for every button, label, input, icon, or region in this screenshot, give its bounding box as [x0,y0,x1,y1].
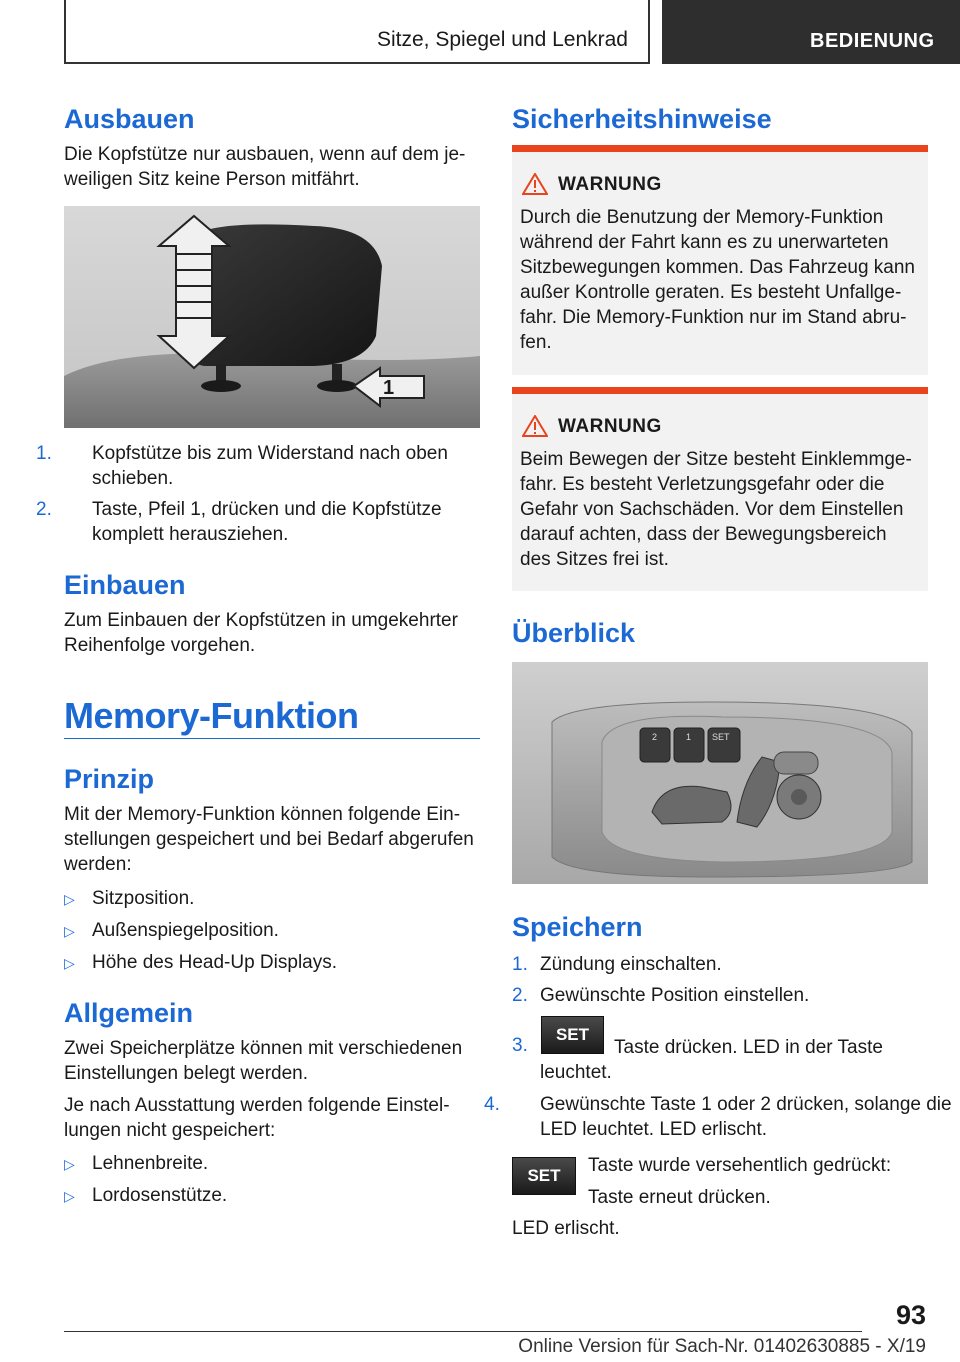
warning-triangle-icon [522,173,548,195]
list-item [512,983,928,1008]
memory-button-1-label: 1 [686,732,692,742]
note-text: LED erlischt. [512,1218,620,1239]
ueberblick-heading: Überblick [512,618,636,648]
speichern-heading: Speichern [512,912,643,942]
warning-bar [512,145,928,152]
list-item [512,952,928,977]
bullet-text: Lehnenbreite. [92,1153,209,1174]
warning-bar [512,387,928,394]
ausbauen-text: Die Kopfstütze nur ausbauen, wenn auf dem je-weiligen Sitz keine Person mitfährt. [64,144,466,190]
header-chapter-label: BEDIENUNG [810,30,935,52]
list-item [36,497,508,547]
bullet-triangle-icon: ▷ [64,955,75,971]
memory-set-button-label: SET [712,732,730,742]
warning-box-1 [512,145,928,375]
bullet-text: Höhe des Head-Up Displays. [92,952,338,973]
step-number: 1. [512,954,528,975]
list-item [64,886,194,912]
step-text: Taste drücken. LED in der Taste leuchtet. [540,1037,883,1083]
warning-text: Durch die Benutzung der Memory-Funktion während der Fahrt kann es zu unerwarteten Sitzbewegungen kommen. Das Fahrzeug kann außer Kontrolle geraten. Es besteht Unfallge-fahr. Die Memory-Funktion nur im Stand abru-fen. [520,207,916,353]
list-item [484,1092,956,1142]
ausbauen-heading: Ausbauen [64,104,195,134]
allgemein-heading: Allgemein [64,998,194,1028]
sicherheit-heading: Sicherheitshinweise [512,104,772,134]
warning-label: WARNUNG [558,174,662,195]
step-number: 2. [36,499,52,520]
allgemein-text-2: Je nach Ausstattung werden folgende Einstel-lungen nicht gespeichert: [64,1095,450,1141]
step-number: 2. [512,985,528,1006]
set-button-icon: SET [541,1016,604,1054]
step-text: Gewünschte Taste 1 oder 2 drücken, solange die LED leuchtet. LED erlischt. [540,1094,952,1140]
allgemein-text-1: Zwei Speicherplätze können mit verschiedenen Einstellungen belegt werden. [64,1038,463,1084]
bullet-triangle-icon: ▷ [64,923,75,939]
warning-box-2 [512,387,928,591]
footer-online-version: Online Version für Sach-Nr. 01402630885 - X/19 [518,1336,926,1357]
list-item [64,950,337,976]
step-number: 3. [512,1035,528,1056]
bullet-text: Sitzposition. [92,888,195,909]
bullet-triangle-icon: ▷ [64,1156,75,1172]
step-text: Taste, Pfeil 1, drücken und die Kopfstütze komplett herausziehen. [92,499,442,545]
prinzip-heading: Prinzip [64,764,155,794]
step-number: 1. [36,443,52,464]
einbauen-heading: Einbauen [64,570,186,600]
list-item [64,1151,208,1177]
bullet-triangle-icon: ▷ [64,891,75,907]
footer-rule [64,1331,862,1332]
headrest-figure [64,206,480,428]
warning-text: Beim Bewegen der Sitze besteht Einklemmge-fahr. Es besteht Verletzungsgefahr oder die Gefahr von Sachschäden. Vor dem Einstellen darauf achten, dass der Bewegungsbereich des Sitzes frei ist. [520,449,912,570]
memory-heading: Memory-Funktion [64,695,359,736]
bullet-triangle-icon: ▷ [64,1188,75,1204]
memory-heading-rule [64,738,480,739]
note-text: Taste erneut drücken. [588,1187,771,1208]
warning-triangle-icon [522,415,548,437]
warning-label: WARNUNG [558,416,662,437]
bullet-text: Lordosenstütze. [92,1185,228,1206]
page-number: 93 [895,1300,926,1330]
header-section-box [64,0,650,64]
set-button-icon: SET [512,1157,576,1195]
figure-callout-1: 1 [383,377,395,399]
prinzip-text: Mit der Memory-Funktion können folgende Ein-stellungen gespeichert und bei Bedarf abgerufen werden: [64,804,474,875]
step-text: Gewünschte Position einstellen. [540,985,810,1006]
list-item [36,441,508,491]
list-item [64,918,279,944]
header-section-title: Sitze, Spiegel und Lenkrad [376,28,628,51]
header-chapter-tab [662,0,960,64]
step-number: 4. [484,1094,500,1115]
list-item [64,1183,227,1209]
memory-button-2-label: 2 [652,732,658,742]
step-text: Zündung einschalten. [540,954,722,975]
seat-controls-figure [512,662,928,884]
note-text: Taste wurde versehentlich gedrückt: [588,1155,892,1176]
einbauen-text: Zum Einbauen der Kopfstützen in umgekehrter Reihenfolge vorgehen. [64,610,458,656]
step-text: Kopfstütze bis zum Widerstand nach oben schieben. [92,443,448,489]
bullet-text: Außenspiegelposition. [92,920,279,941]
